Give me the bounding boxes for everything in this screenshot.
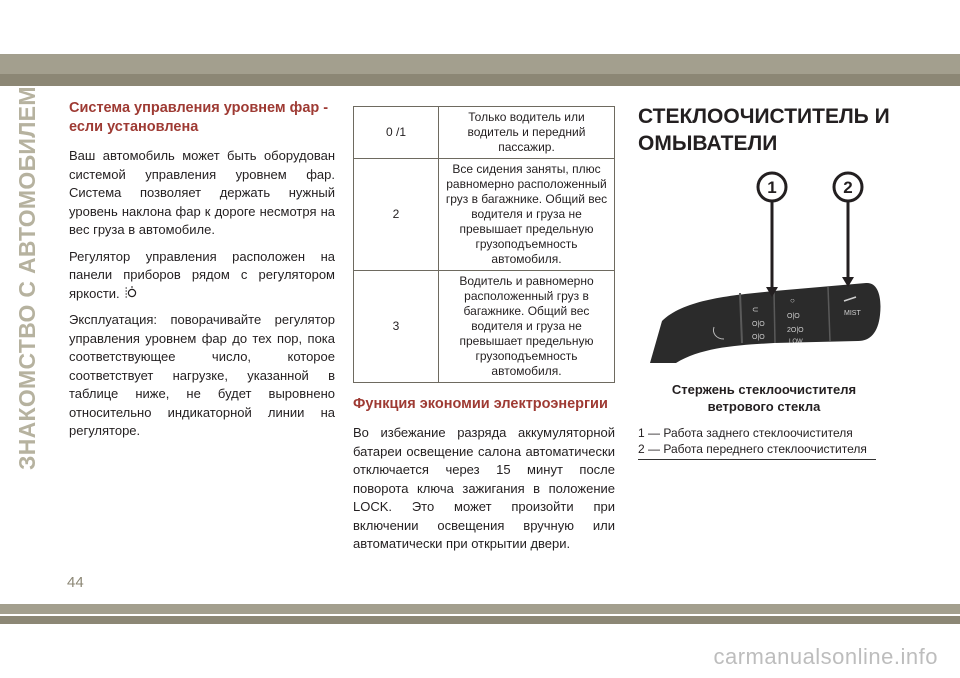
- svg-text:O|O: O|O: [787, 313, 800, 320]
- table-cell-text: Только водитель или водитель и передний пассажир.: [439, 107, 615, 159]
- location-text: Регулятор управления расположен на панели приборов рядом с регулятором яркости.: [69, 248, 335, 301]
- svg-text:O|O: O|O: [752, 334, 765, 341]
- callout-2: 2: [843, 178, 853, 197]
- top-margin: [0, 0, 960, 54]
- callout-1: 1: [767, 178, 777, 197]
- column-table-and-energy: [353, 106, 615, 562]
- table-row: [354, 271, 615, 383]
- divider-rule: [638, 459, 876, 460]
- table-cell-key: 2: [354, 159, 439, 271]
- column-headlight-leveling: [69, 99, 335, 449]
- section-heading-headlight-leveling: Система управления уровнем фар - если установлена: [69, 100, 329, 135]
- table-cell-text: Все сидения заняты, плюс равномерно расположенный груз в багажнике. Общий вес водителя и груза не превышает предельную грузоподъемность автомобиля.: [439, 159, 615, 271]
- stalk-label-mist: MIST: [844, 310, 861, 317]
- load-table: [353, 106, 615, 383]
- footer-band-dark: [0, 616, 960, 624]
- section-heading-wipers: СТЕКЛООЧИСТИТЕЛЬ И ОМЫВАТЕЛИ: [638, 105, 890, 155]
- svg-text:O|O: O|O: [752, 321, 765, 328]
- svg-text:○: ○: [790, 296, 795, 305]
- section-heading-energy-saving: Функция экономии электроэнергии: [353, 396, 608, 412]
- figure-legend-1: 1 — Работа заднего стеклоочистителя: [638, 426, 853, 440]
- paragraph-energy-saving: Во избежание разряда аккумуляторной батареи освещение салона автоматически отключается через 15 минут после поворота ключа зажигания в положение LOCK. Это может произойти при включении освещения вручную или автоматически при открытии двери.: [353, 425, 615, 551]
- figure-legend-2: 2 — Работа переднего стеклоочистителя: [638, 442, 867, 456]
- footer-band: [0, 604, 960, 614]
- header-band: [0, 54, 960, 74]
- chapter-sidebar-title: ЗНАКОМСТВО С АВТОМОБИЛЕМ: [14, 86, 40, 470]
- site-watermark: carmanualsonline.info: [713, 644, 938, 669]
- svg-text:⊂: ⊂: [752, 305, 759, 314]
- paragraph-intro: Ваш автомобиль может быть оборудован системой управления уровнем фар. Система позволяет держать нужный уровень наклона фар к дороге несмотря на вес груза в автомобиле.: [69, 148, 335, 237]
- table-cell-key: 3: [354, 271, 439, 383]
- figure-caption-title: Стержень стеклоочистителя ветрового стекла: [671, 382, 857, 414]
- table-row: [354, 107, 615, 159]
- paragraph-location: [69, 248, 335, 304]
- svg-text:2O|O: 2O|O: [787, 327, 804, 334]
- brightness-icon: [124, 285, 137, 300]
- table-cell-text: Водитель и равномерно расположенный груз в багажнике. Общий вес водителя и груза не превышает предельную грузоподъемность автомобиля.: [439, 271, 615, 383]
- column-wipers: [638, 103, 890, 460]
- paragraph-operation: Эксплуатация: поворачивайте регулятор управления уровнем фар до тех пор, пока соответствующее число, которое соответствует нагрузке, указанной в таблице ниже, не будет выровнено относительно индикаторной линии на регуляторе.: [69, 312, 335, 438]
- table-row: [354, 159, 615, 271]
- stalk-label-low: LOW: [789, 339, 803, 345]
- wiper-stalk-illustration: [644, 171, 882, 367]
- table-cell-key: 0 /1: [354, 107, 439, 159]
- header-band-dark: [0, 74, 960, 86]
- page-number: 44: [67, 574, 84, 591]
